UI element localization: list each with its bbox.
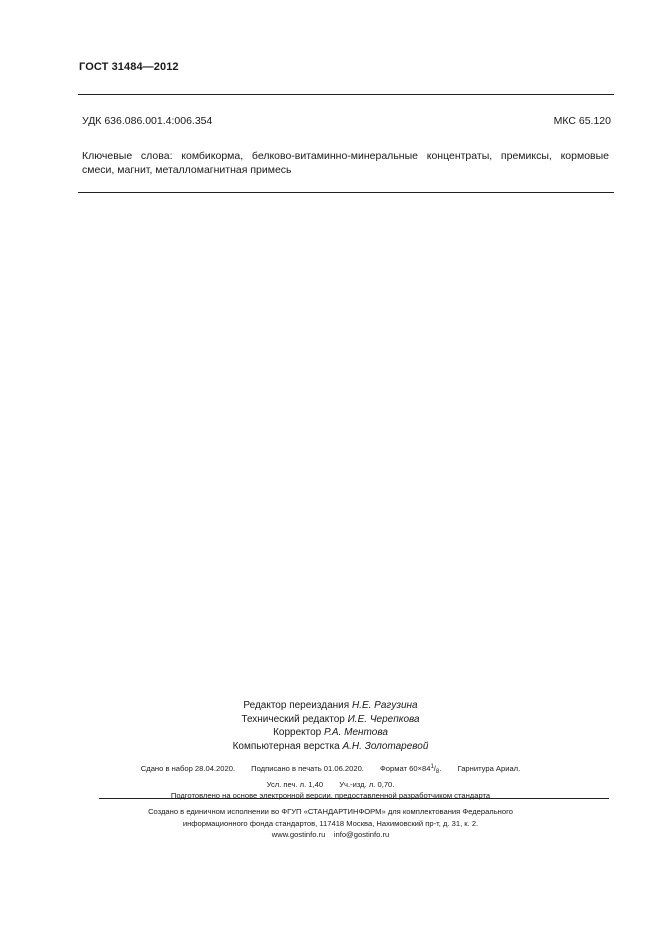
layout-label: Компьютерная верстка — [232, 740, 340, 752]
layout-name: А.Н. Золотаревой — [342, 740, 429, 752]
footer-contacts — [0, 829, 661, 841]
keywords-divider — [78, 192, 614, 193]
footer-divider — [99, 798, 609, 799]
layout-line — [0, 740, 661, 754]
signed-date: Подписано в печать 01.06.2020. — [251, 764, 364, 773]
footer-line-1: Создано в единичном исполнении во ФГУП «СТАНДАРТИНФОРМ» для комплектования Федерального — [148, 807, 513, 816]
tech-editor-name: И.Е. Черепкова — [347, 713, 420, 725]
keywords-line-2: смеси, магнит, металломагнитная примесь — [82, 164, 292, 176]
email-link[interactable]: info@gostinfo.ru — [333, 830, 390, 839]
prepared-note: Подготовлено на основе электронной версии, предоставленной разработчиком стандарта — [170, 791, 491, 800]
standard-code: ГОСТ 31484—2012 — [79, 61, 179, 73]
udc-code: УДК 636.086.001.4:006.354 — [82, 115, 213, 127]
corrector-label: Корректор — [273, 727, 322, 738]
mks-code: МКС 65.120 — [553, 115, 611, 127]
editor-name: Н.Е. Рагузина — [351, 700, 418, 711]
footer-block — [0, 806, 661, 841]
tech-editor-label: Технический редактор — [241, 713, 345, 725]
publication-block — [0, 762, 661, 802]
edit-sheets: Уч.-изд. л. 0,70. — [339, 779, 395, 789]
top-divider — [78, 94, 614, 95]
paper-format: Формат $60\times 84^1/_8$. — [380, 764, 442, 775]
corrector-name: Р.А. Ментова — [324, 727, 388, 738]
publication-line-2 — [0, 779, 661, 791]
sent-date: Сдано в набор 28.04.2020. — [140, 764, 236, 773]
keywords-line-1: Ключевые слова: комбикорма, белково-витаминно-минеральные концентраты, премиксы, кормовые — [82, 150, 609, 162]
typeface: Гарнитура Ариал. — [457, 764, 521, 773]
corrector-line — [0, 726, 661, 740]
website-link[interactable]: www.gostinfo.ru — [271, 830, 326, 839]
keywords-block — [82, 149, 609, 177]
editors-block — [0, 699, 661, 753]
editor-label: Редактор переиздания — [243, 700, 350, 711]
footer-line-2: информационного фонда стандартов, 117418 Москва, Нахимовский пр-т, д. 31, к. 2. — [182, 818, 479, 828]
print-sheets: Усл. печ. л. 1,40 — [266, 779, 324, 789]
tech-editor-line — [0, 713, 661, 727]
editor-line — [0, 699, 661, 713]
publication-line-1 — [0, 762, 661, 779]
